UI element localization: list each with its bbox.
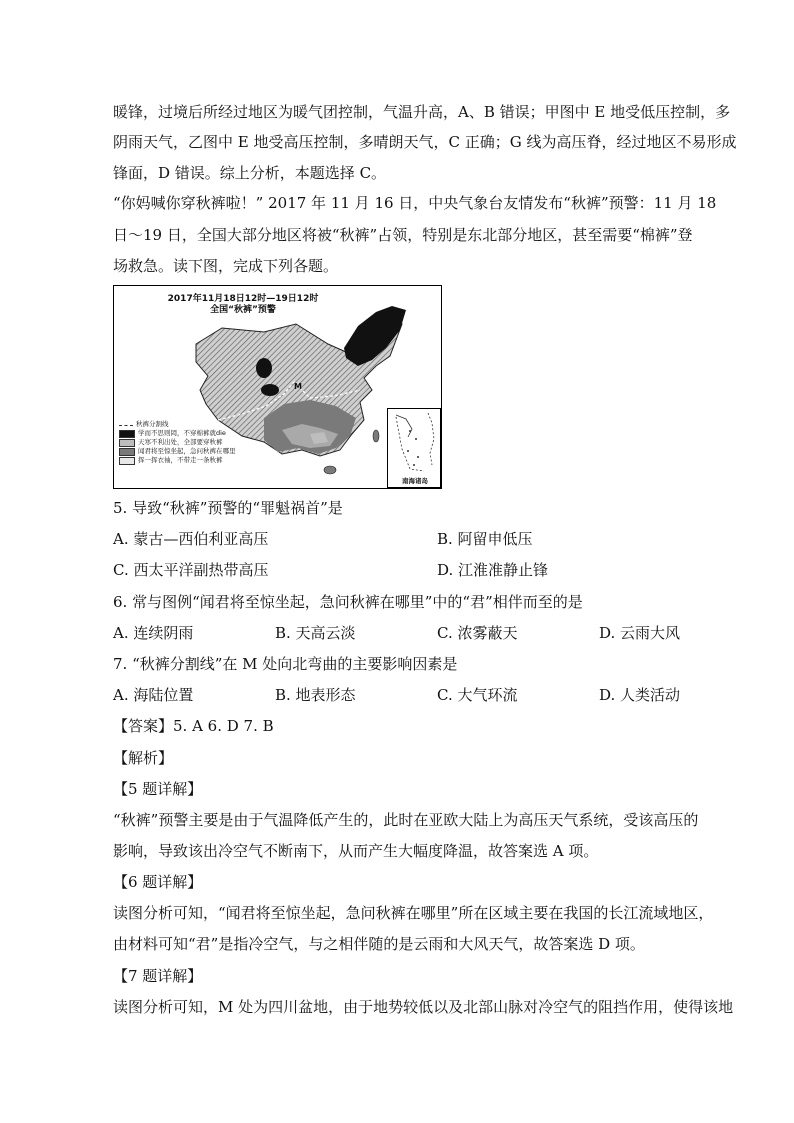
question-option: C. 大气环流 xyxy=(437,686,518,704)
map-point-m-label: M xyxy=(294,382,302,391)
map-title-line2: 全国“秋裤”预警 xyxy=(210,305,276,315)
answer-line: 【答案】5. A 6. D 7. B xyxy=(113,717,274,735)
legend-label: 闻君将至惊坐起，急问秋裤在哪里 xyxy=(138,447,236,455)
question-option: A. 海陆位置 xyxy=(113,686,194,704)
question-stem: 6. 常与图例“闻君将至惊坐起，急问秋裤在哪里”中的“君”相伴而至的是 xyxy=(113,593,583,611)
paragraph-line: 场救急。读下图，完成下列各题。 xyxy=(113,257,339,275)
legend-swatch xyxy=(119,425,133,426)
detail-line: 读图分析可知，“闻君将至惊坐起，急问秋裤在哪里”所在区域主要在我国的长江流域地区， xyxy=(113,904,714,922)
inset-islands-graphic xyxy=(388,409,442,479)
question-option: A. 连续阴雨 xyxy=(113,624,194,642)
question-option: D. 江淮准静止锋 xyxy=(437,561,549,579)
detail-line: 影响，导致该出冷空气不断南下，从而产生大幅度降温，故答案选 A 项。 xyxy=(113,842,599,860)
detail-heading: 【6 题详解】 xyxy=(113,873,203,891)
legend-label: 学而不思则罔，不穿棉裤就die xyxy=(138,429,226,437)
question-option: B. 地表形态 xyxy=(275,686,356,704)
legend-label: 挥一挥衣袖，不带走一条秋裤 xyxy=(138,456,223,464)
paragraph-line: 日～19 日，全国大部分地区将被“秋裤”占领，特别是东北部分地区，甚至需要“棉裤”登 xyxy=(113,226,693,244)
detail-heading: 【7 题详解】 xyxy=(113,967,203,985)
question-stem: 5. 导致“秋裤”预警的“罪魁祸首”是 xyxy=(113,499,343,517)
paragraph-line: 暖锋，过境后所经过地区为暖气团控制，气温升高，A、B 错误；甲图中 E 地受低压控制，多 xyxy=(113,103,731,121)
question-option: D. 云雨大风 xyxy=(599,624,681,642)
legend-swatch xyxy=(119,439,135,447)
detail-line: 由材料可知“君”是指冷空气，与之相伴随的是云雨和大风天气，故答案选 D 项。 xyxy=(113,935,645,953)
question-option: B. 天高云淡 xyxy=(275,624,356,642)
paragraph-line: 阴雨天气，乙图中 E 地受高压控制，多晴朗天气，C 正确；G 线为高压脊，经过地区不易形成 xyxy=(113,133,737,151)
china-autumn-pants-warning-map xyxy=(113,285,442,489)
legend-label: 秋裤分割线 xyxy=(136,420,169,428)
question-option: B. 阿留申低压 xyxy=(437,530,533,548)
legend-label: 天寒不利出处，全部要穿秋裤 xyxy=(138,438,223,446)
question-option: C. 西太平洋副热带高压 xyxy=(113,561,269,579)
paragraph-line: 锋面，D 错误。综上分析，本题选择 C。 xyxy=(113,164,387,182)
analysis-heading: 【解析】 xyxy=(113,749,174,767)
legend-swatch xyxy=(119,430,135,438)
question-stem: 7. “秋裤分割线”在 M 处向北弯曲的主要影响因素是 xyxy=(113,655,458,673)
map-title-line1: 2017年11月18日12时—19日12时 xyxy=(167,294,319,304)
south-china-sea-inset xyxy=(387,408,441,488)
legend-item xyxy=(119,438,236,447)
legend-item xyxy=(119,420,236,429)
legend-swatch xyxy=(119,448,135,456)
question-option: A. 蒙古—西伯利亚高压 xyxy=(113,530,269,548)
paragraph-line: “你妈喊你穿秋裤啦！” 2017 年 11 月 16 日，中央气象台友情发布“秋裤”预警：11 月 18 xyxy=(113,194,717,212)
detail-line: 读图分析可知，M 处为四川盆地，由于地势较低以及北部山脉对冷空气的阻挡作用，使得该地 xyxy=(113,998,734,1016)
legend-item xyxy=(119,456,236,465)
legend-swatch xyxy=(119,457,135,465)
legend-item xyxy=(119,447,236,456)
detail-heading: 【5 题详解】 xyxy=(113,780,203,798)
legend-item xyxy=(119,429,236,438)
question-option: D. 人类活动 xyxy=(599,686,681,704)
inset-label: 南海诸岛 xyxy=(402,477,428,485)
detail-line: “秋裤”预警主要是由于气温降低产生的，此时在亚欧大陆上为高压天气系统，受该高压的 xyxy=(113,811,699,829)
map-legend xyxy=(119,420,236,465)
question-option: C. 浓雾蔽天 xyxy=(437,624,518,642)
